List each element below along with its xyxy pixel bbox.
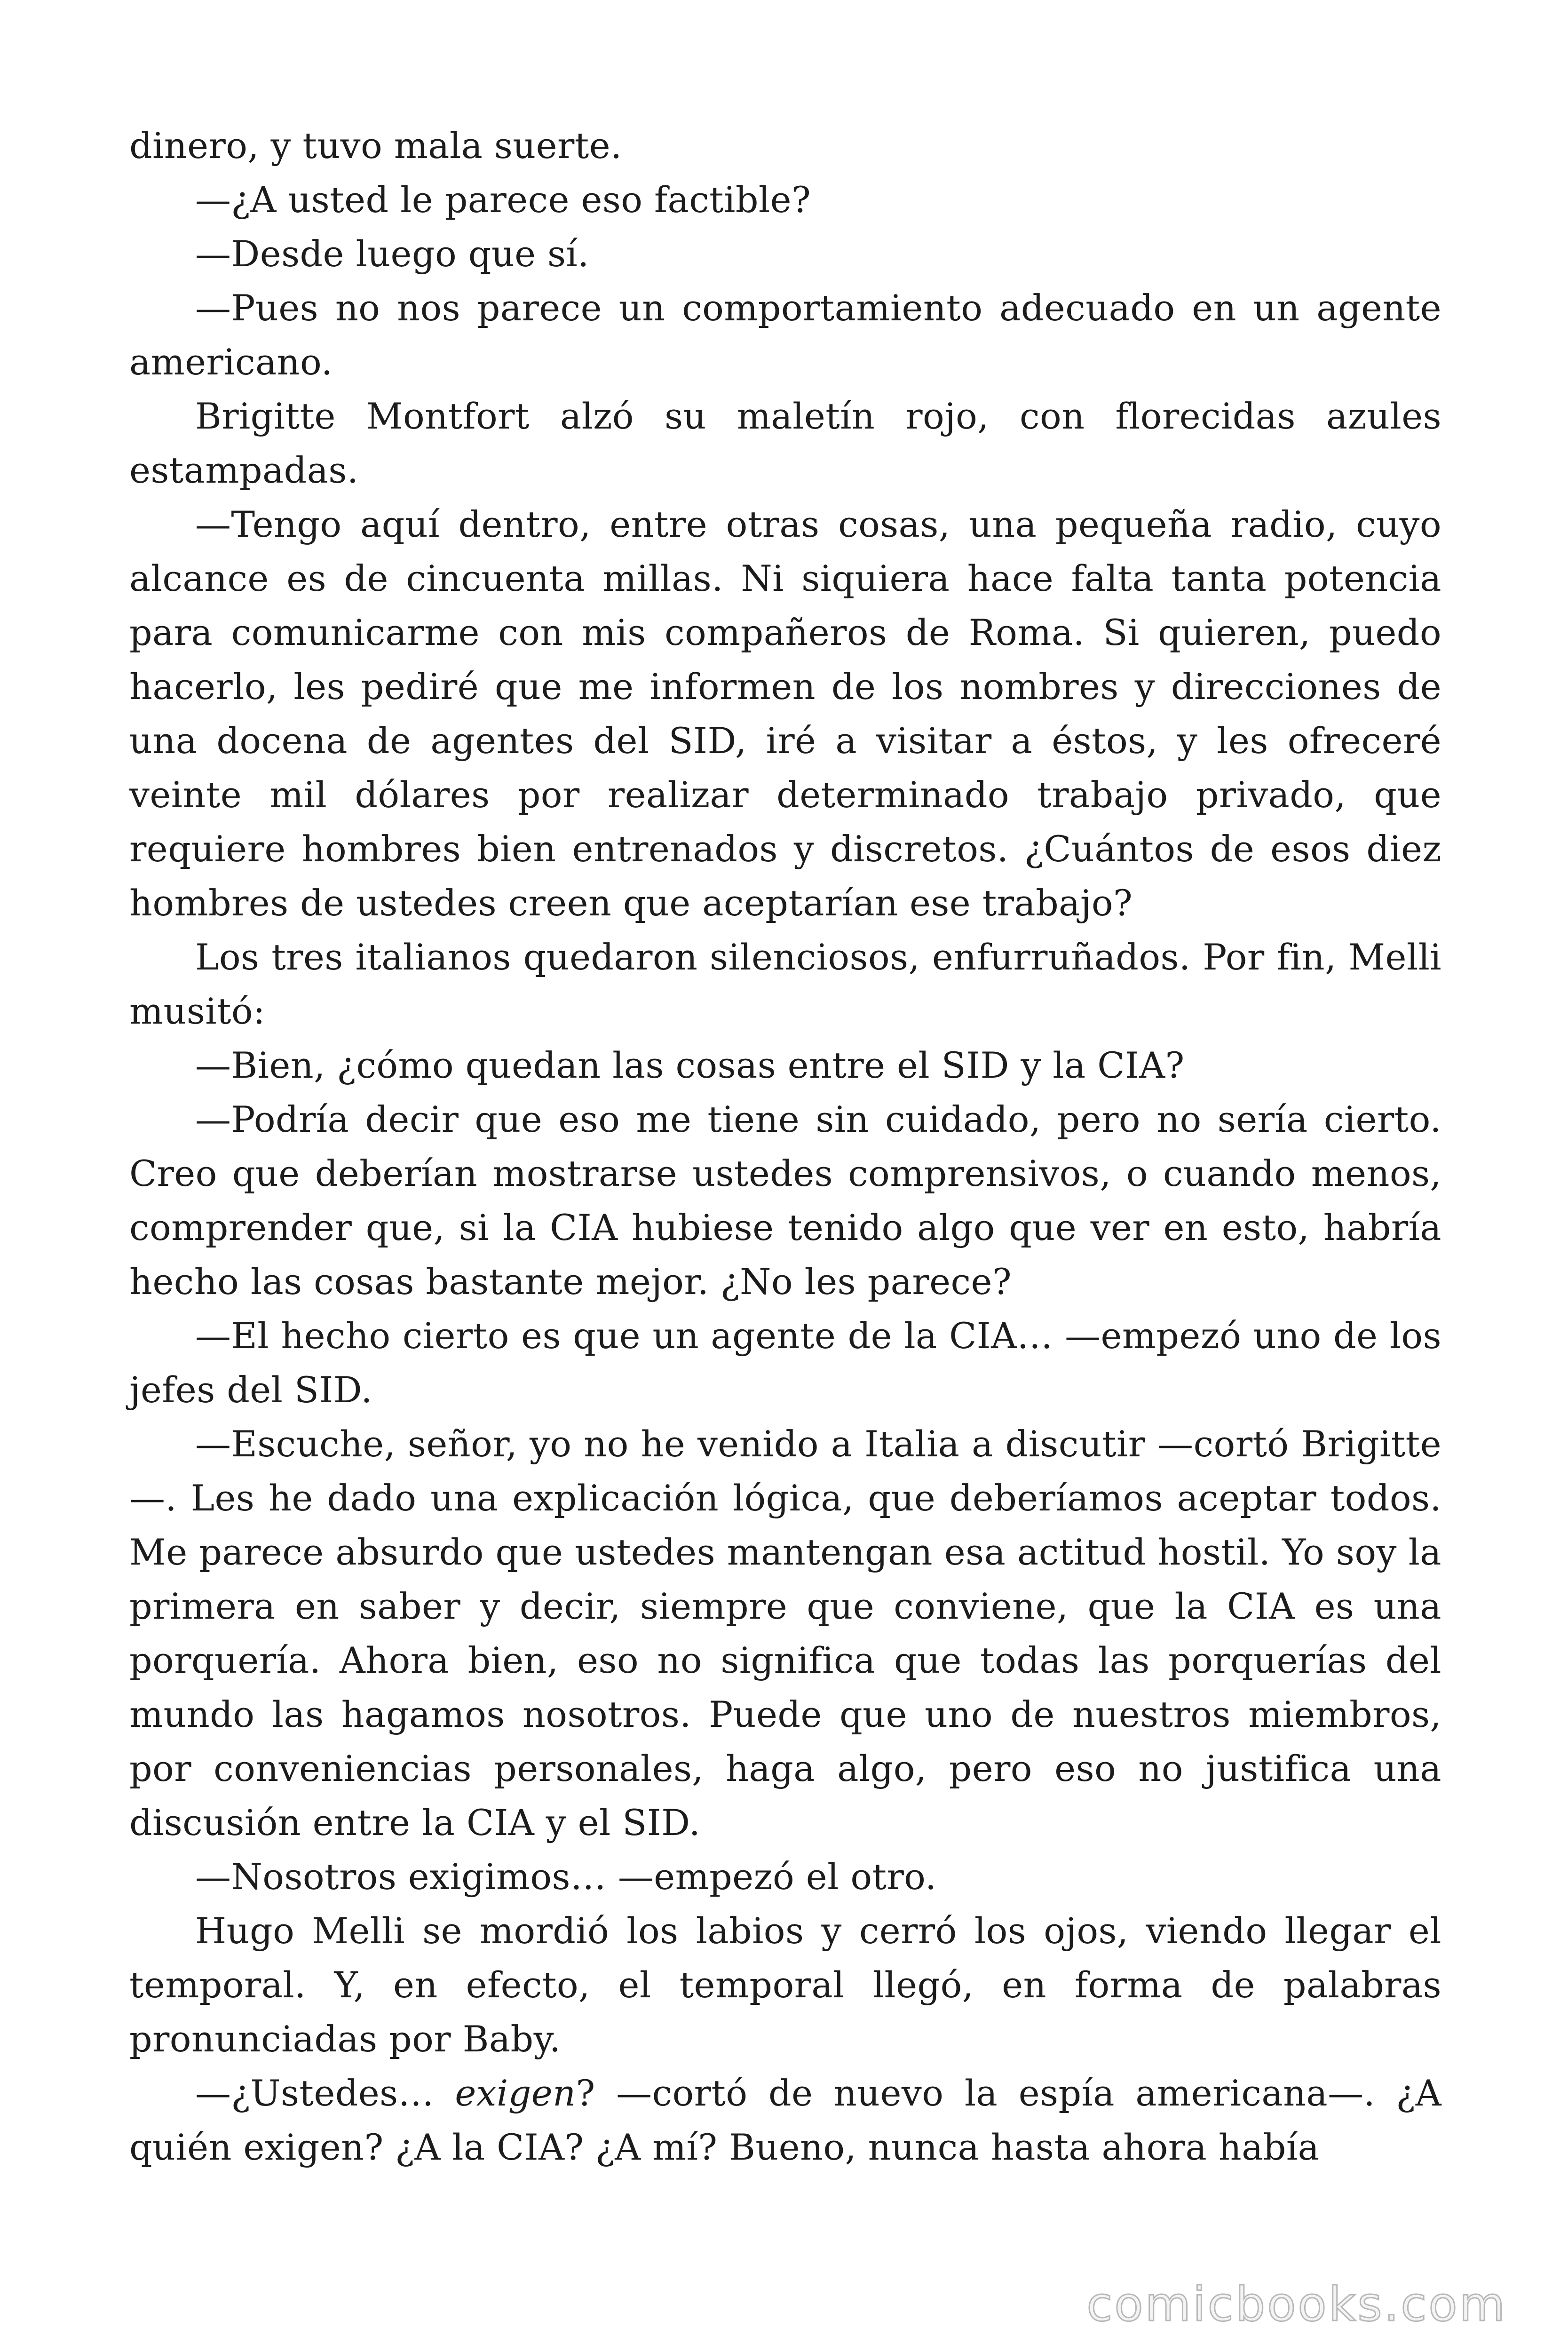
paragraph-9: —Podría decir que eso me tiene sin cuidado, pero no sería cierto. Creo que deberían mostrarse ustedes comprensivos, o cuando menos, comprender que, si la CIA hubiese tenido algo que ver en esto, habría hecho las cosas bastante mejor. ¿No les parece? (129, 1098, 1441, 1303)
paragraph-2: —¿A usted le parece eso factible? (195, 179, 811, 221)
paragraph-3: —Desde luego que sí. (195, 233, 589, 275)
watermark: comicbooks.com (1086, 2277, 1507, 2332)
paragraph-6: —Tengo aquí dentro, entre otras cosas, una pequeña radio, cuyo alcance es de cincuenta millas. Ni siquiera hace falta tanta potencia para comunicarme con mis compañeros de Roma. Si quieren, puedo hacerlo, les pediré que me informen de los nombres y direcciones de una docena de agentes del SID, iré a visitar a éstos, y les ofreceré veinte mil dólares por realizar determinado trabajo privado, que requiere hombres bien entrenados y discretos. ¿Cuántos de esos diez hombres de ustedes creen que aceptarían ese trabajo? (129, 503, 1441, 924)
paragraph-1: dinero, y tuvo mala suerte. (129, 125, 622, 167)
paragraph-4: —Pues no nos parece un comportamiento adecuado en un agente americano. (129, 287, 1441, 383)
paragraph-8: —Bien, ¿cómo quedan las cosas entre el SID y la CIA? (195, 1044, 1185, 1086)
paragraph-7: Los tres italianos quedaron silenciosos, enfurruñados. Por fin, Melli musitó: (129, 936, 1441, 1032)
paragraph-10: —El hecho cierto es que un agente de la CIA… —empezó uno de los jefes del SID. (129, 1315, 1441, 1411)
paragraph-14 (129, 2066, 1441, 2174)
paragraph-14-end: ? —cortó de nuevo la espía americana—. ¿A quién exigen? ¿A la CIA? ¿A mí? Bueno, nunca hasta ahora había (129, 2072, 1441, 2168)
paragraph-12: —Nosotros exigimos… —empezó el otro. (195, 1856, 937, 1898)
book-page-body (129, 119, 1441, 2174)
paragraph-5: Brigitte Montfort alzó su maletín rojo, con florecidas azules estampadas. (129, 395, 1441, 491)
paragraph-13: Hugo Melli se mordió los labios y cerró los ojos, viendo llegar el temporal. Y, en efecto, el temporal llegó, en forma de palabras pronunciadas por Baby. (129, 1910, 1441, 2060)
paragraph-14-italic-word: exigen (455, 2072, 576, 2114)
paragraph-11: —Escuche, señor, yo no he venido a Italia a discutir —cortó Brigitte—. Les he dado una explicación lógica, que deberíamos aceptar todos. Me parece absurdo que ustedes mantengan esa actitud hostil. Yo soy la primera en saber y decir, siempre que conviene, que la CIA es una porquería. Ahora bien, eso no significa que todas las porquerías del mundo las hagamos nosotros. Puede que uno de nuestros miembros, por conveniencias personales, haga algo, pero eso no justifica una discusión entre la CIA y el SID. (129, 1423, 1441, 1843)
paragraph-14-start: —¿Ustedes… (195, 2072, 455, 2114)
